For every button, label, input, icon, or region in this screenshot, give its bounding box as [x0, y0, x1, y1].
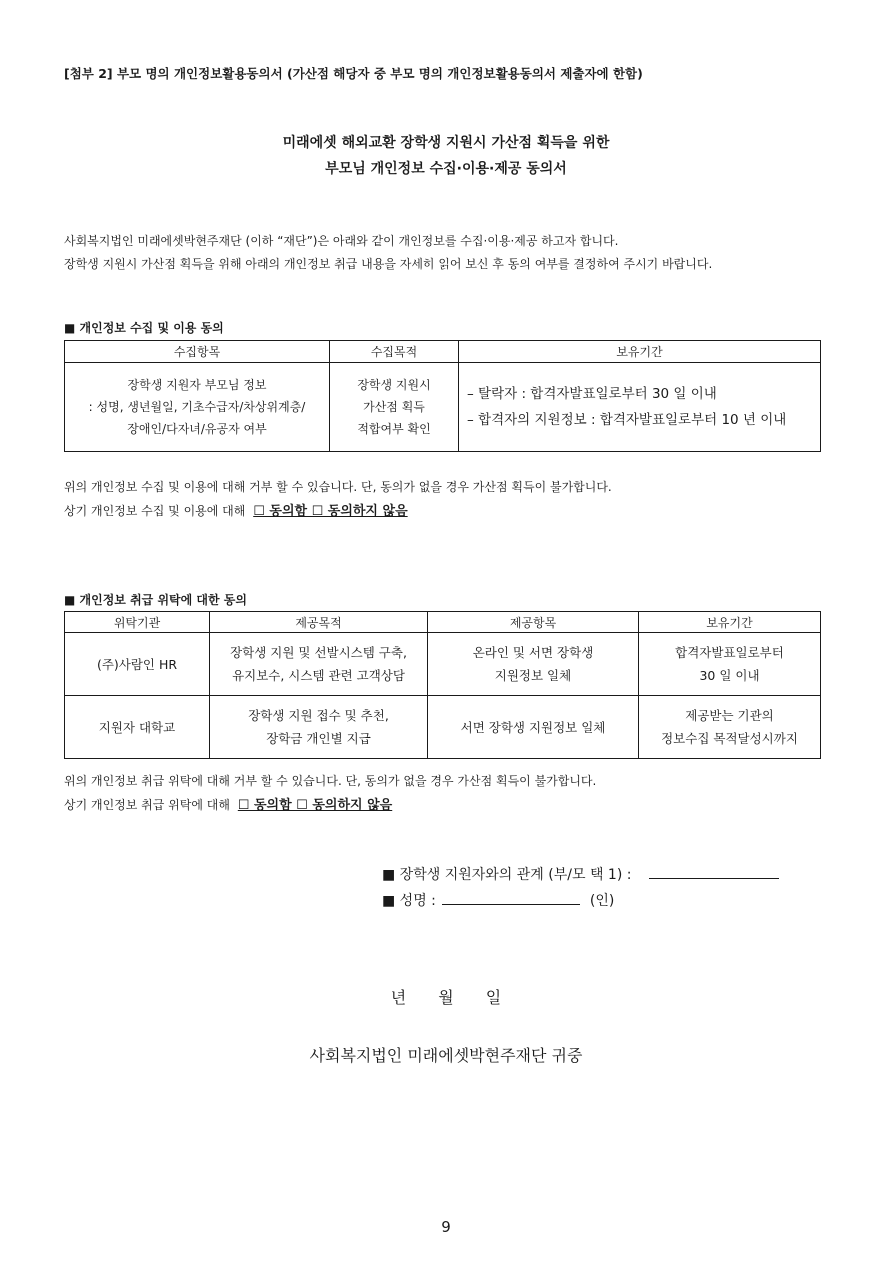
addressee-closing: 사회복지법인 미래에셋박현주재단 귀중 [309, 1046, 583, 1065]
cell-line: 30 일 이내 [699, 668, 760, 683]
section1-heading [64, 319, 224, 336]
column-header: 수집목적 [330, 341, 459, 363]
cell-line: – 합격자의 지원정보 : 합격자발표일로부터 10 년 이내 [467, 412, 787, 428]
section2-refusal-note: 위의 개인정보 취급 위탁에 대해 거부 할 수 있습니다. 단, 동의가 없을 경우 가산점 획득이 불가합니다. [64, 774, 597, 788]
section1-refusal-note: 위의 개인정보 수집 및 이용에 대해 거부 할 수 있습니다. 단, 동의가 없을 경우 가산점 획득이 불가합니다. [64, 480, 612, 494]
delegate-org-cell: (주)사람인 HR [65, 633, 210, 696]
table-header-row [65, 341, 821, 363]
date-line [0, 985, 892, 1008]
cell-line: 가산점 획득 [363, 400, 425, 414]
table-row [65, 696, 821, 759]
page-number: 9 [441, 1218, 451, 1236]
processing-delegation-table [64, 611, 821, 759]
month-label: 월 [438, 988, 454, 1007]
cell-line: 유지보수, 시스템 관련 고객상담 [232, 668, 405, 683]
collection-use-table [64, 340, 821, 452]
cell-line: : 성명, 생년월일, 기초수급자/차상위계층/ [88, 400, 306, 414]
collected-items-cell [65, 363, 330, 452]
provision-items-cell [428, 696, 639, 759]
section2-consent-prefix: 상기 개인정보 취급 위탁에 대해 [64, 798, 230, 812]
square-bullet-icon: ■ [64, 321, 76, 335]
section2-consent-checkboxes[interactable]: ☐ 동의함 ☐ 동의하지 않음 [237, 798, 393, 813]
section2-heading-text: 개인정보 취급 위탁에 대한 동의 [79, 593, 247, 607]
cell-line: 장애인/다자녀/유공자 여부 [127, 422, 267, 436]
day-label: 일 [485, 988, 502, 1007]
cell-line: 장학생 지원 접수 및 추천, [248, 708, 389, 723]
cell-line: 합격자발표일로부터 [675, 645, 784, 660]
cell-line: 지원정보 일체 [494, 668, 572, 683]
collection-purpose-cell [330, 363, 459, 452]
section1-consent-line [64, 500, 408, 519]
attachment-header-note: [첨부 2] 부모 명의 개인정보활용동의서 (가산점 해당자 중 부모 명의 개인정보활용동의서 제출자에 한함) [64, 66, 643, 81]
section1-consent-prefix: 상기 개인정보 수집 및 이용에 대해 [64, 504, 246, 518]
delegate-org-cell: 지원자 대학교 [65, 696, 210, 759]
seal-mark: (인) [589, 893, 615, 909]
column-header: 보유기간 [459, 341, 821, 363]
provision-purpose-cell [210, 696, 428, 759]
cell-line: 서면 장학생 지원정보 일체 [460, 719, 606, 735]
retention-period-cell [639, 696, 821, 759]
relation-field-row [382, 864, 779, 884]
relation-label: ■ 장학생 지원자와의 관계 (부/모 택 1) : [382, 867, 632, 883]
table-row [65, 363, 821, 452]
document-title-line2: 부모님 개인정보 수집·이용·제공 동의서 [325, 161, 567, 177]
cell-line: 장학생 지원 및 선발시스템 구축, [230, 645, 407, 660]
retention-period-cell [459, 363, 821, 452]
cell-line: 장학생 지원시 [357, 378, 431, 392]
column-header: 제공항목 [428, 612, 639, 633]
cell-line: 적합여부 확인 [357, 422, 431, 436]
intro-paragraph-line2: 장학생 지원시 가산점 획득을 위해 아래의 개인정보 취급 내용을 자세히 읽어 보신 후 동의 여부를 결정하여 주시기 바랍니다. [64, 257, 713, 271]
square-bullet-icon: ■ [64, 593, 76, 607]
provision-items-cell [428, 633, 639, 696]
name-label: ■ 성명 : [382, 893, 436, 909]
cell-line: 장학생 지원자 부모님 정보 [127, 378, 267, 392]
intro-paragraph-line1: 사회복지법인 미래에셋박현주재단 (이하 “재단”)은 아래와 같이 개인정보를 수집·이용·제공 하고자 합니다. [64, 234, 619, 248]
cell-line: 온라인 및 서면 장학생 [472, 645, 594, 660]
column-header: 수집항목 [65, 341, 330, 363]
column-header: 보유기간 [639, 612, 821, 633]
cell-line: 제공받는 기관의 [685, 708, 774, 723]
provision-purpose-cell [210, 633, 428, 696]
year-label: 년 [390, 988, 407, 1007]
section1-consent-checkboxes[interactable]: ☐ 동의함 ☐ 동의하지 않음 [253, 504, 408, 519]
column-header: 위탁기관 [65, 612, 210, 633]
table-header-row [65, 612, 821, 633]
table-row [65, 633, 821, 696]
column-header: 제공목적 [210, 612, 428, 633]
relation-input-line[interactable] [649, 864, 779, 879]
retention-period-cell [639, 633, 821, 696]
cell-line: 정보수집 목적달성시까지 [661, 731, 798, 746]
cell-line: – 탈락자 : 합격자발표일로부터 30 일 이내 [467, 386, 717, 402]
document-title-line1: 미래에셋 해외교환 장학생 지원시 가산점 획득을 위한 [282, 135, 610, 151]
cell-line: 장학금 개인별 지급 [266, 731, 371, 746]
name-field-row [382, 890, 614, 910]
section2-heading [64, 591, 247, 608]
section1-heading-text: 개인정보 수집 및 이용 동의 [79, 321, 224, 335]
section2-consent-line [64, 794, 392, 813]
name-input-line[interactable] [442, 890, 580, 905]
